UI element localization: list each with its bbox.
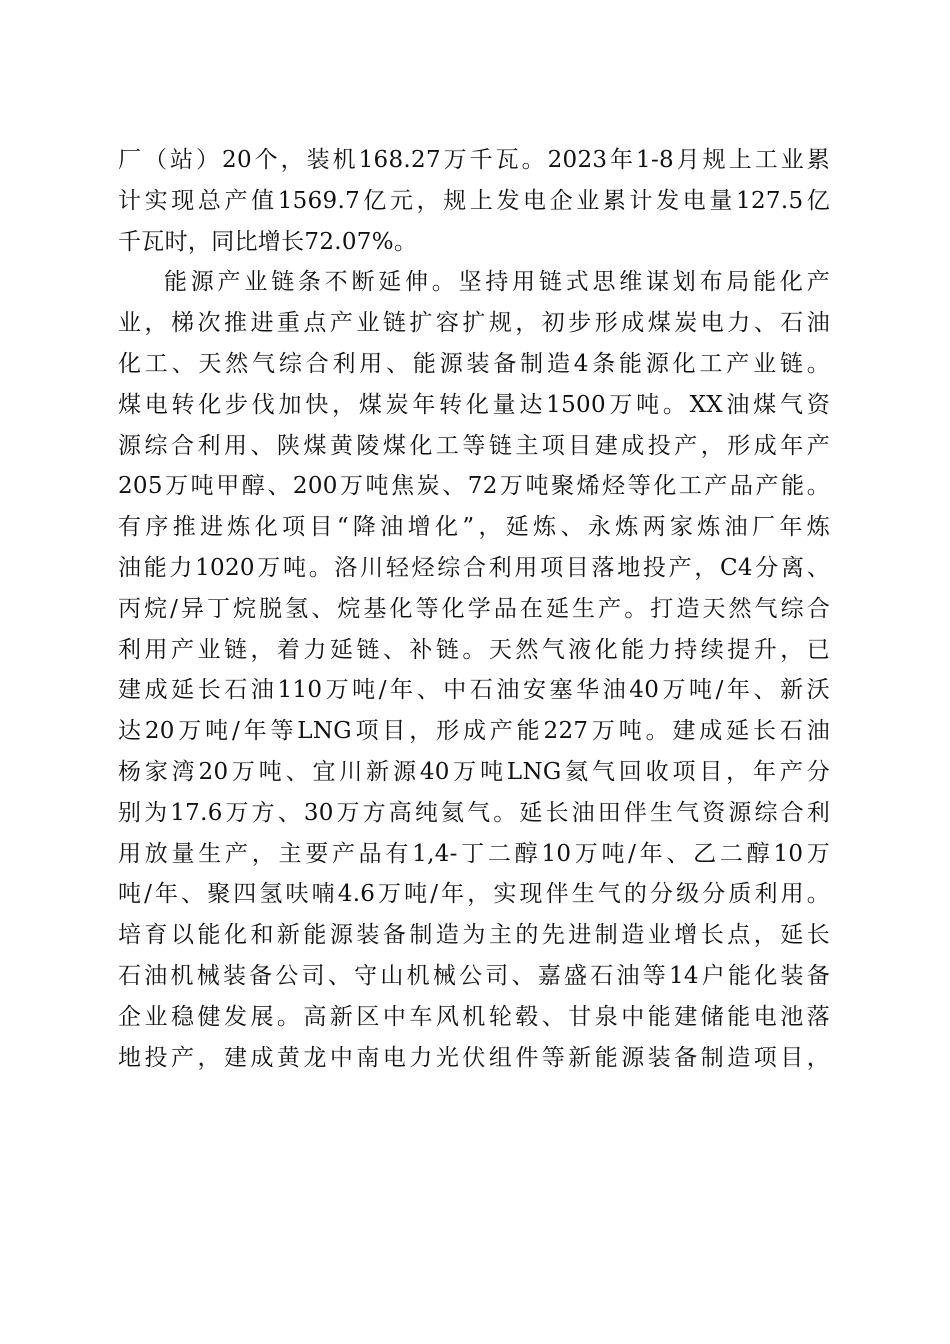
text-line: 化工、天然气综合利用、能源装备制造4条能源化工产业链。 [118,350,830,377]
text-line: 达20万吨/年等LNG项目，形成产能227万吨。建成延长石油 [118,718,830,745]
text-line: 有序推进炼化项目“降油增化”，延炼、永炼两家炼油厂年炼 [118,514,830,541]
paragraph-first-line: 能源产业链条不断延伸。坚持用链式思维谋划布局能化产 [164,269,830,296]
text-line: 业，梯次推进重点产业链扩容扩规，初步形成煤炭电力、石油 [118,310,830,337]
text-line: 企业稳健发展。高新区中车风机轮毂、甘泉中能建储能电池落 [118,1003,830,1030]
text-line: 建成延长石油110万吨/年、中石油安塞华油40万吨/年、新沃 [118,677,830,704]
text-line: 油能力1020万吨。洛川轻烃综合利用项目落地投产，C4分离、 [118,554,830,581]
text-line: 丙烷/异丁烷脱氢、烷基化等化学品在延生产。打造天然气综合 [118,595,830,622]
body-text [118,140,830,1078]
text-line: 培育以能化和新能源装备制造为主的先进制造业增长点，延长 [118,922,830,949]
text-line: 地投产，建成黄龙中南电力光伏组件等新能源装备制造项目， [118,1044,830,1071]
text-line: 煤电转化步伐加快，煤炭年转化量达1500万吨。XX油煤气资 [118,391,830,418]
text-line: 石油机械装备公司、守山机械公司、嘉盛石油等14户能化装备 [118,962,830,989]
text-line: 吨/年、聚四氢呋喃4.6万吨/年，实现伴生气的分级分质利用。 [118,881,830,908]
text-line: 厂（站）20个，装机168.27万千瓦。2023年1-8月规上工业累 [118,147,830,173]
text-line: 用放量生产，主要产品有1,4-丁二醇10万吨/年、乙二醇10万 [118,840,830,867]
text-line: 利用产业链，着力延链、补链。天然气液化能力持续提升，已 [118,636,830,663]
text-line: 205万吨甲醇、200万吨焦炭、72万吨聚烯烃等化工产品产能。 [118,473,830,500]
text-line: 计实现总产值1569.7亿元，规上发电企业累计发电量127.5亿 [118,187,830,214]
text-line: 别为17.6万方、30万方高纯氦气。延长油田伴生气资源综合利 [118,799,830,826]
text-line: 源综合利用、陕煤黄陵煤化工等链主项目建成投产，形成年产 [118,432,830,459]
text-line: 杨家湾20万吨、宜川新源40万吨LNG氦气回收项目，年产分 [118,758,830,785]
text-line: 千瓦时，同比增长72.07%。 [118,228,418,255]
